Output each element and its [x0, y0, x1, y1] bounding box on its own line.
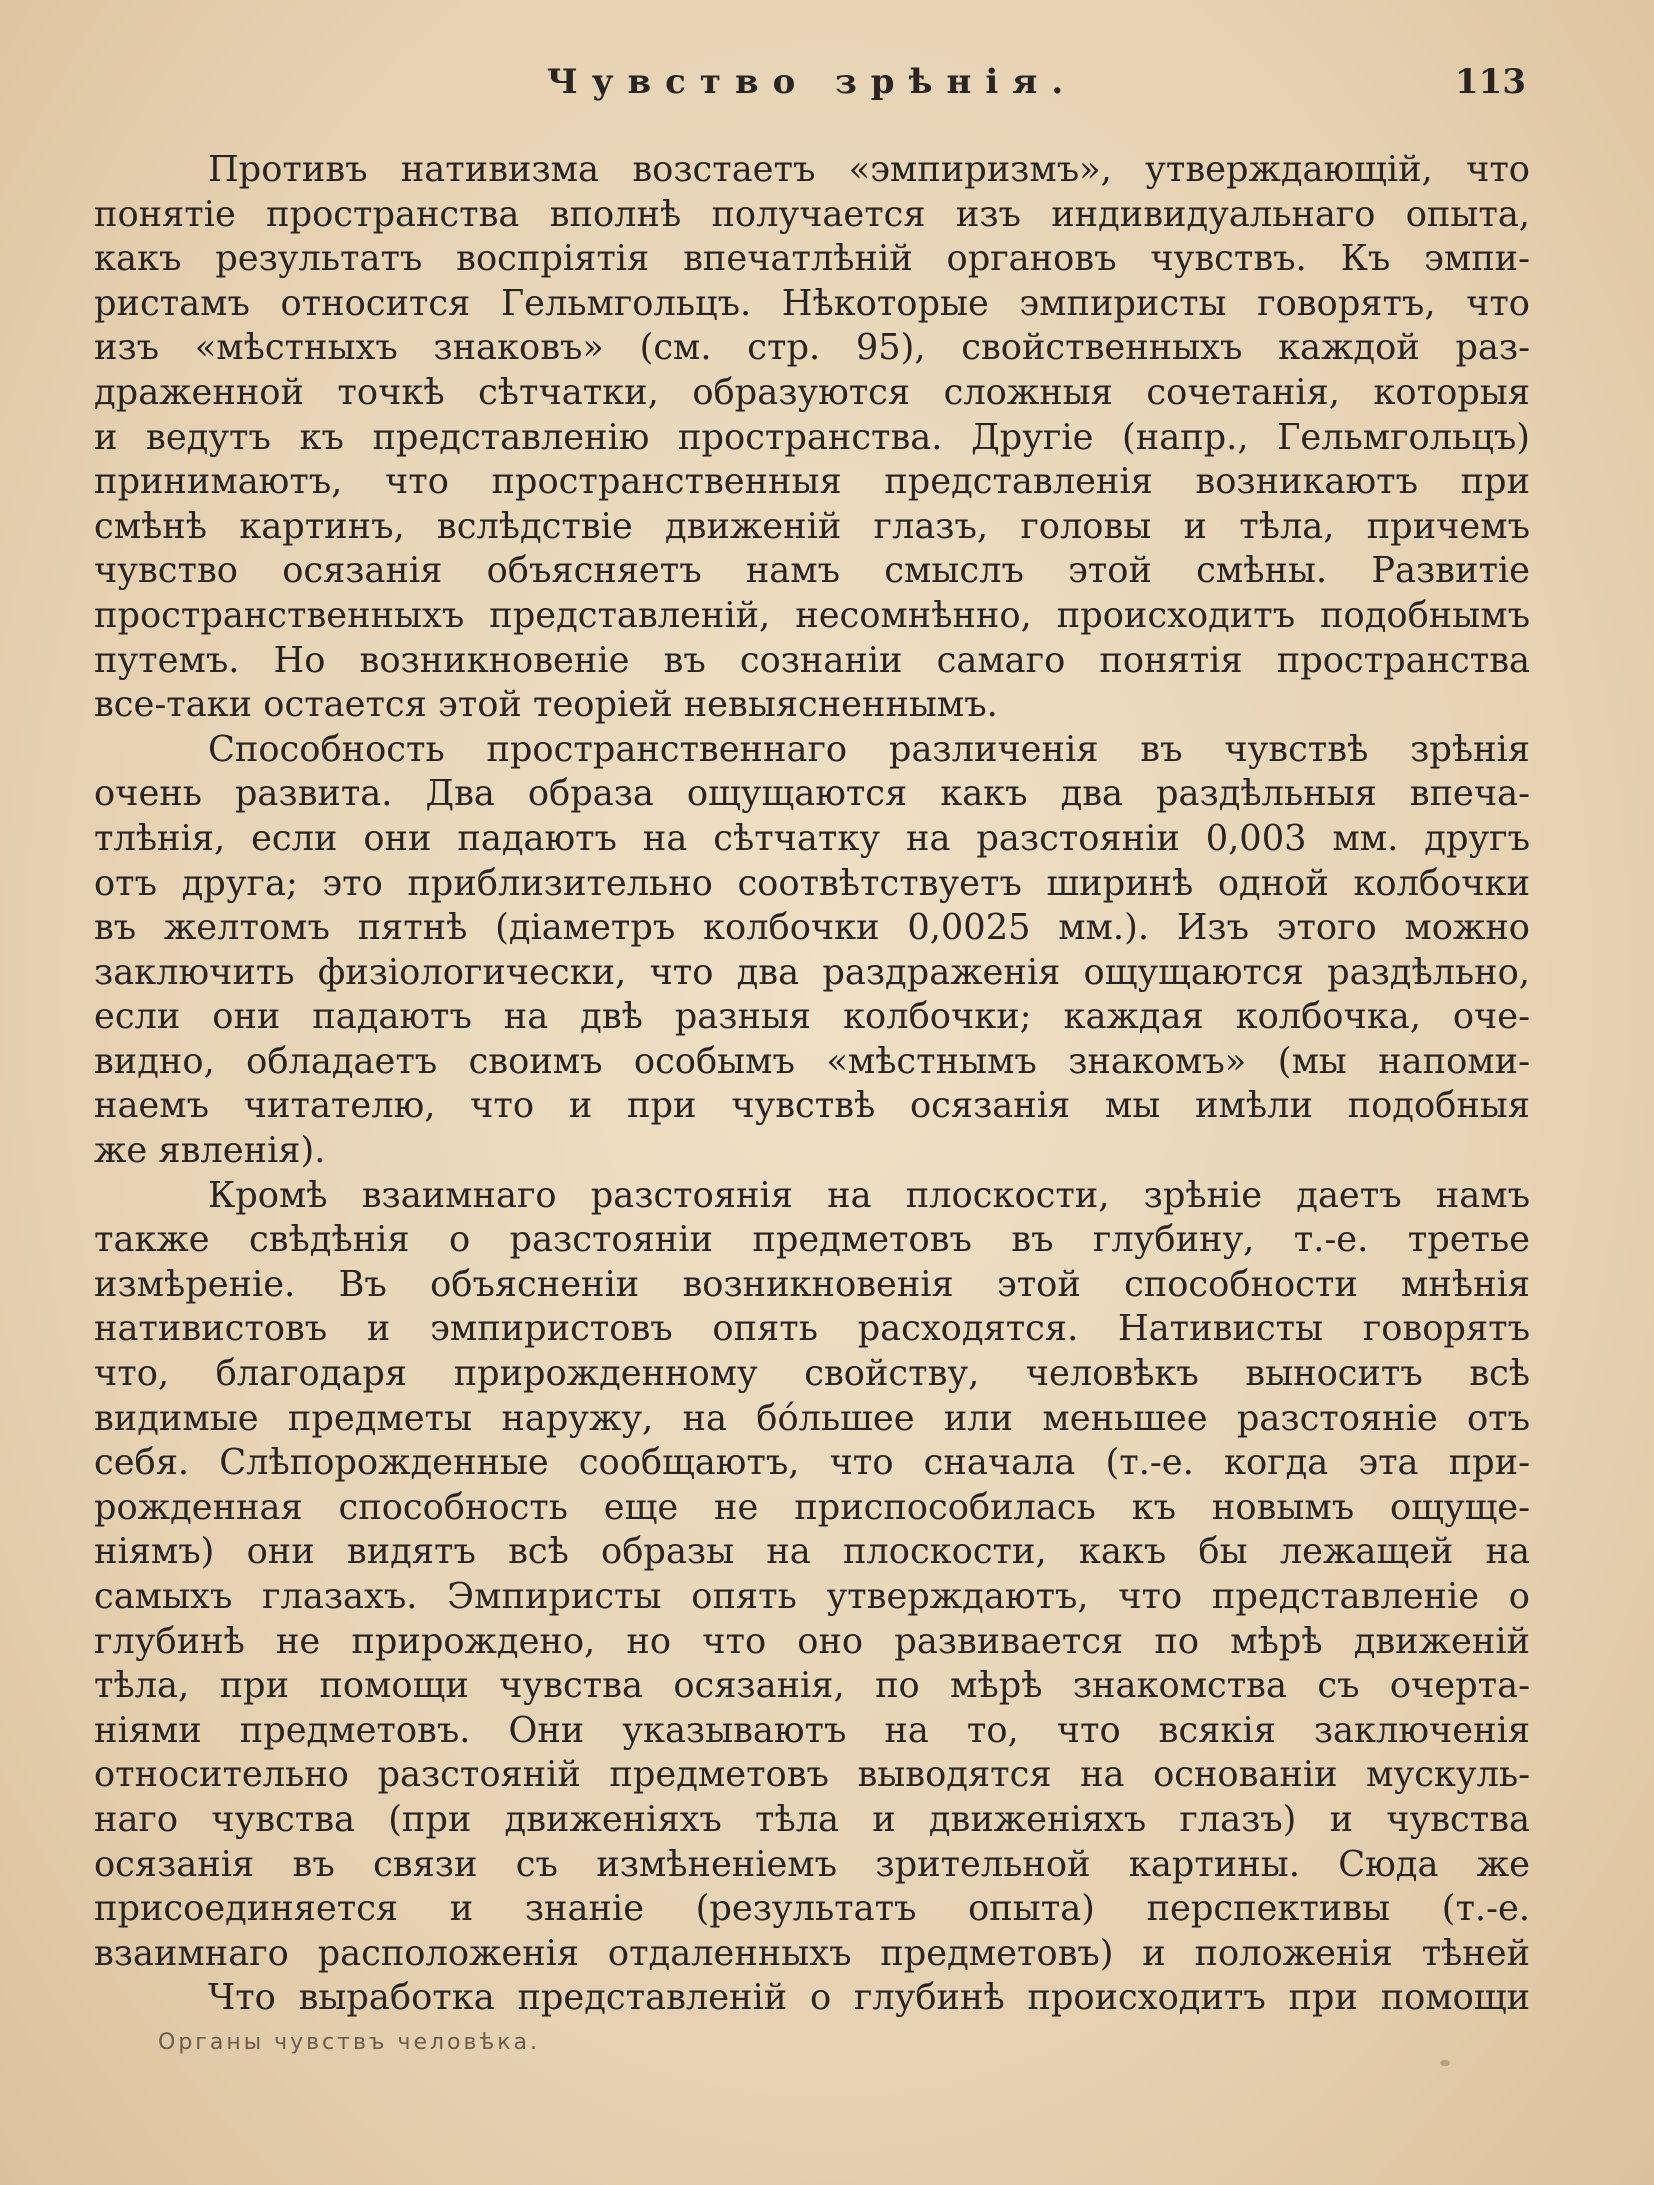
text-line: если они падаютъ на двѣ разныя колбочки; каждая колбочка, оче- — [94, 996, 1530, 1038]
text-line: же явленія). — [94, 1130, 326, 1172]
text-line: осязанія въ связи съ измѣненіемъ зрительной картины. Сюда же — [94, 1843, 1530, 1885]
text-line: тлѣнія, если они падаютъ на сѣтчатку на разстояніи 0,003 мм. другъ — [94, 817, 1530, 859]
text-line: рожденная способность еще не приспособилась къ новымъ ощуще- — [94, 1486, 1530, 1528]
running-title: Чувство зрѣнія. — [546, 62, 1078, 102]
text-line: наго чувства (при движеніяхъ тѣла и движеніяхъ глазъ) и чувства — [94, 1798, 1530, 1840]
page-header — [92, 62, 1532, 112]
text-line: изъ «мѣстныхъ знаковъ» (см. стр. 95), свойственныхъ каждой раз- — [94, 327, 1530, 369]
text-line: Способность пространственнаго различенія въ чувствѣ зрѣнія — [208, 728, 1530, 770]
text-line: все-таки остается этой теоріей невыясненнымъ. — [94, 684, 998, 726]
text-line: Противъ нативизма возстаетъ «эмпиризмъ», утверждающій, что — [208, 149, 1530, 190]
footer-signature: Органы чувствъ человѣка. — [158, 2030, 541, 2055]
text-line: видимые предметы наружу, на бóльшее или меньшее разстояніе отъ — [94, 1397, 1530, 1439]
text-line: Кромѣ взаимнаго разстоянія на плоскости, зрѣніе даетъ намъ — [208, 1174, 1530, 1216]
text-line: въ желтомъ пятнѣ (діаметръ колбочки 0,0025 мм.). Изъ этого можно — [94, 907, 1530, 949]
text-line: какъ результатъ воспріятія впечатлѣній органовъ чувствъ. Къ эмпи- — [94, 238, 1530, 280]
text-line: относительно разстояній предметовъ выводятся на основаніи мускуль- — [94, 1754, 1530, 1796]
text-line: пространственныхъ представленій, несомнѣнно, происходитъ подобнымъ — [94, 594, 1530, 636]
text-line: что, благодаря прирожденному свойству, человѣкъ выноситъ всѣ — [94, 1353, 1530, 1395]
text-line: Что выработка представленій о глубинѣ происходитъ при помощи — [208, 1977, 1530, 2019]
text-line: отъ друга; это приблизительно соотвѣтствуетъ ширинѣ одной колбочки — [94, 862, 1530, 904]
text-line: смѣнѣ картинъ, вслѣдствіе движеній глазъ, головы и тѣла, причемъ — [94, 505, 1530, 547]
text-line: драженной точкѣ сѣтчатки, образуются сложныя сочетанія, которыя — [94, 371, 1530, 413]
text-line: присоединяется и знаніе (результатъ опыта) перспективы (т.-е. — [94, 1888, 1530, 1930]
text-line: измѣреніе. Въ объясненіи возникновенія этой способности мнѣнія — [94, 1263, 1530, 1305]
text-line: взаимнаго расположенія отдаленныхъ предметовъ) и положенія тѣней — [94, 1932, 1530, 1974]
text-line: самыхъ глазахъ. Эмпиристы опять утверждаютъ, что представленіе о — [94, 1576, 1530, 1617]
text-line: чувство осязанія объясняетъ намъ смыслъ этой смѣны. Развитіе — [94, 550, 1530, 592]
text-line: глубинѣ не прирождено, но что оно развивается по мѣрѣ движеній — [94, 1620, 1530, 1662]
text-line: путемъ. Но возникновеніе въ сознаніи самаго понятія пространства — [94, 639, 1530, 681]
text-line: заключить физіологически, что два раздраженія ощущаются раздѣльно, — [94, 951, 1530, 993]
text-line: и ведутъ къ представленію пространства. Другіе (напр., Гельмгольцъ) — [94, 416, 1530, 458]
text-line: понятіе пространства вполнѣ получается изъ индивидуальнаго опыта, — [94, 193, 1530, 235]
text-line: также свѣдѣнія о разстояніи предметовъ въ глубину, т.-е. третье — [94, 1219, 1530, 1261]
page-number: 113 — [1455, 62, 1526, 102]
paper-stain — [1440, 2060, 1450, 2066]
text-line: принимаютъ, что пространственныя представленія возникаютъ при — [94, 461, 1530, 503]
text-line: ристамъ относится Гельмгольцъ. Нѣкоторые эмпиристы говорятъ, что — [94, 282, 1530, 324]
text-line: тѣла, при помощи чувства осязанія, по мѣрѣ знакомства съ очерта- — [94, 1665, 1530, 1707]
body-text — [94, 148, 1530, 2021]
text-line: ніямъ) они видятъ всѣ образы на плоскости, какъ бы лежащей на — [94, 1531, 1530, 1573]
text-line: ніями предметовъ. Они указываютъ на то, что всякія заключенія — [94, 1709, 1530, 1751]
text-line: видно, обладаетъ своимъ особымъ «мѣстнымъ знакомъ» (мы напоми- — [94, 1040, 1530, 1082]
text-line: наемъ читателю, что и при чувствѣ осязанія мы имѣли подобныя — [94, 1085, 1530, 1127]
text-line: себя. Слѣпорожденные сообщаютъ, что сначала (т.-е. когда эта при- — [94, 1442, 1530, 1484]
text-line: нативистовъ и эмпиристовъ опять расходятся. Нативисты говорятъ — [94, 1308, 1530, 1350]
text-line: очень развита. Два образа ощущаются какъ два раздѣльныя впеча- — [94, 773, 1530, 815]
